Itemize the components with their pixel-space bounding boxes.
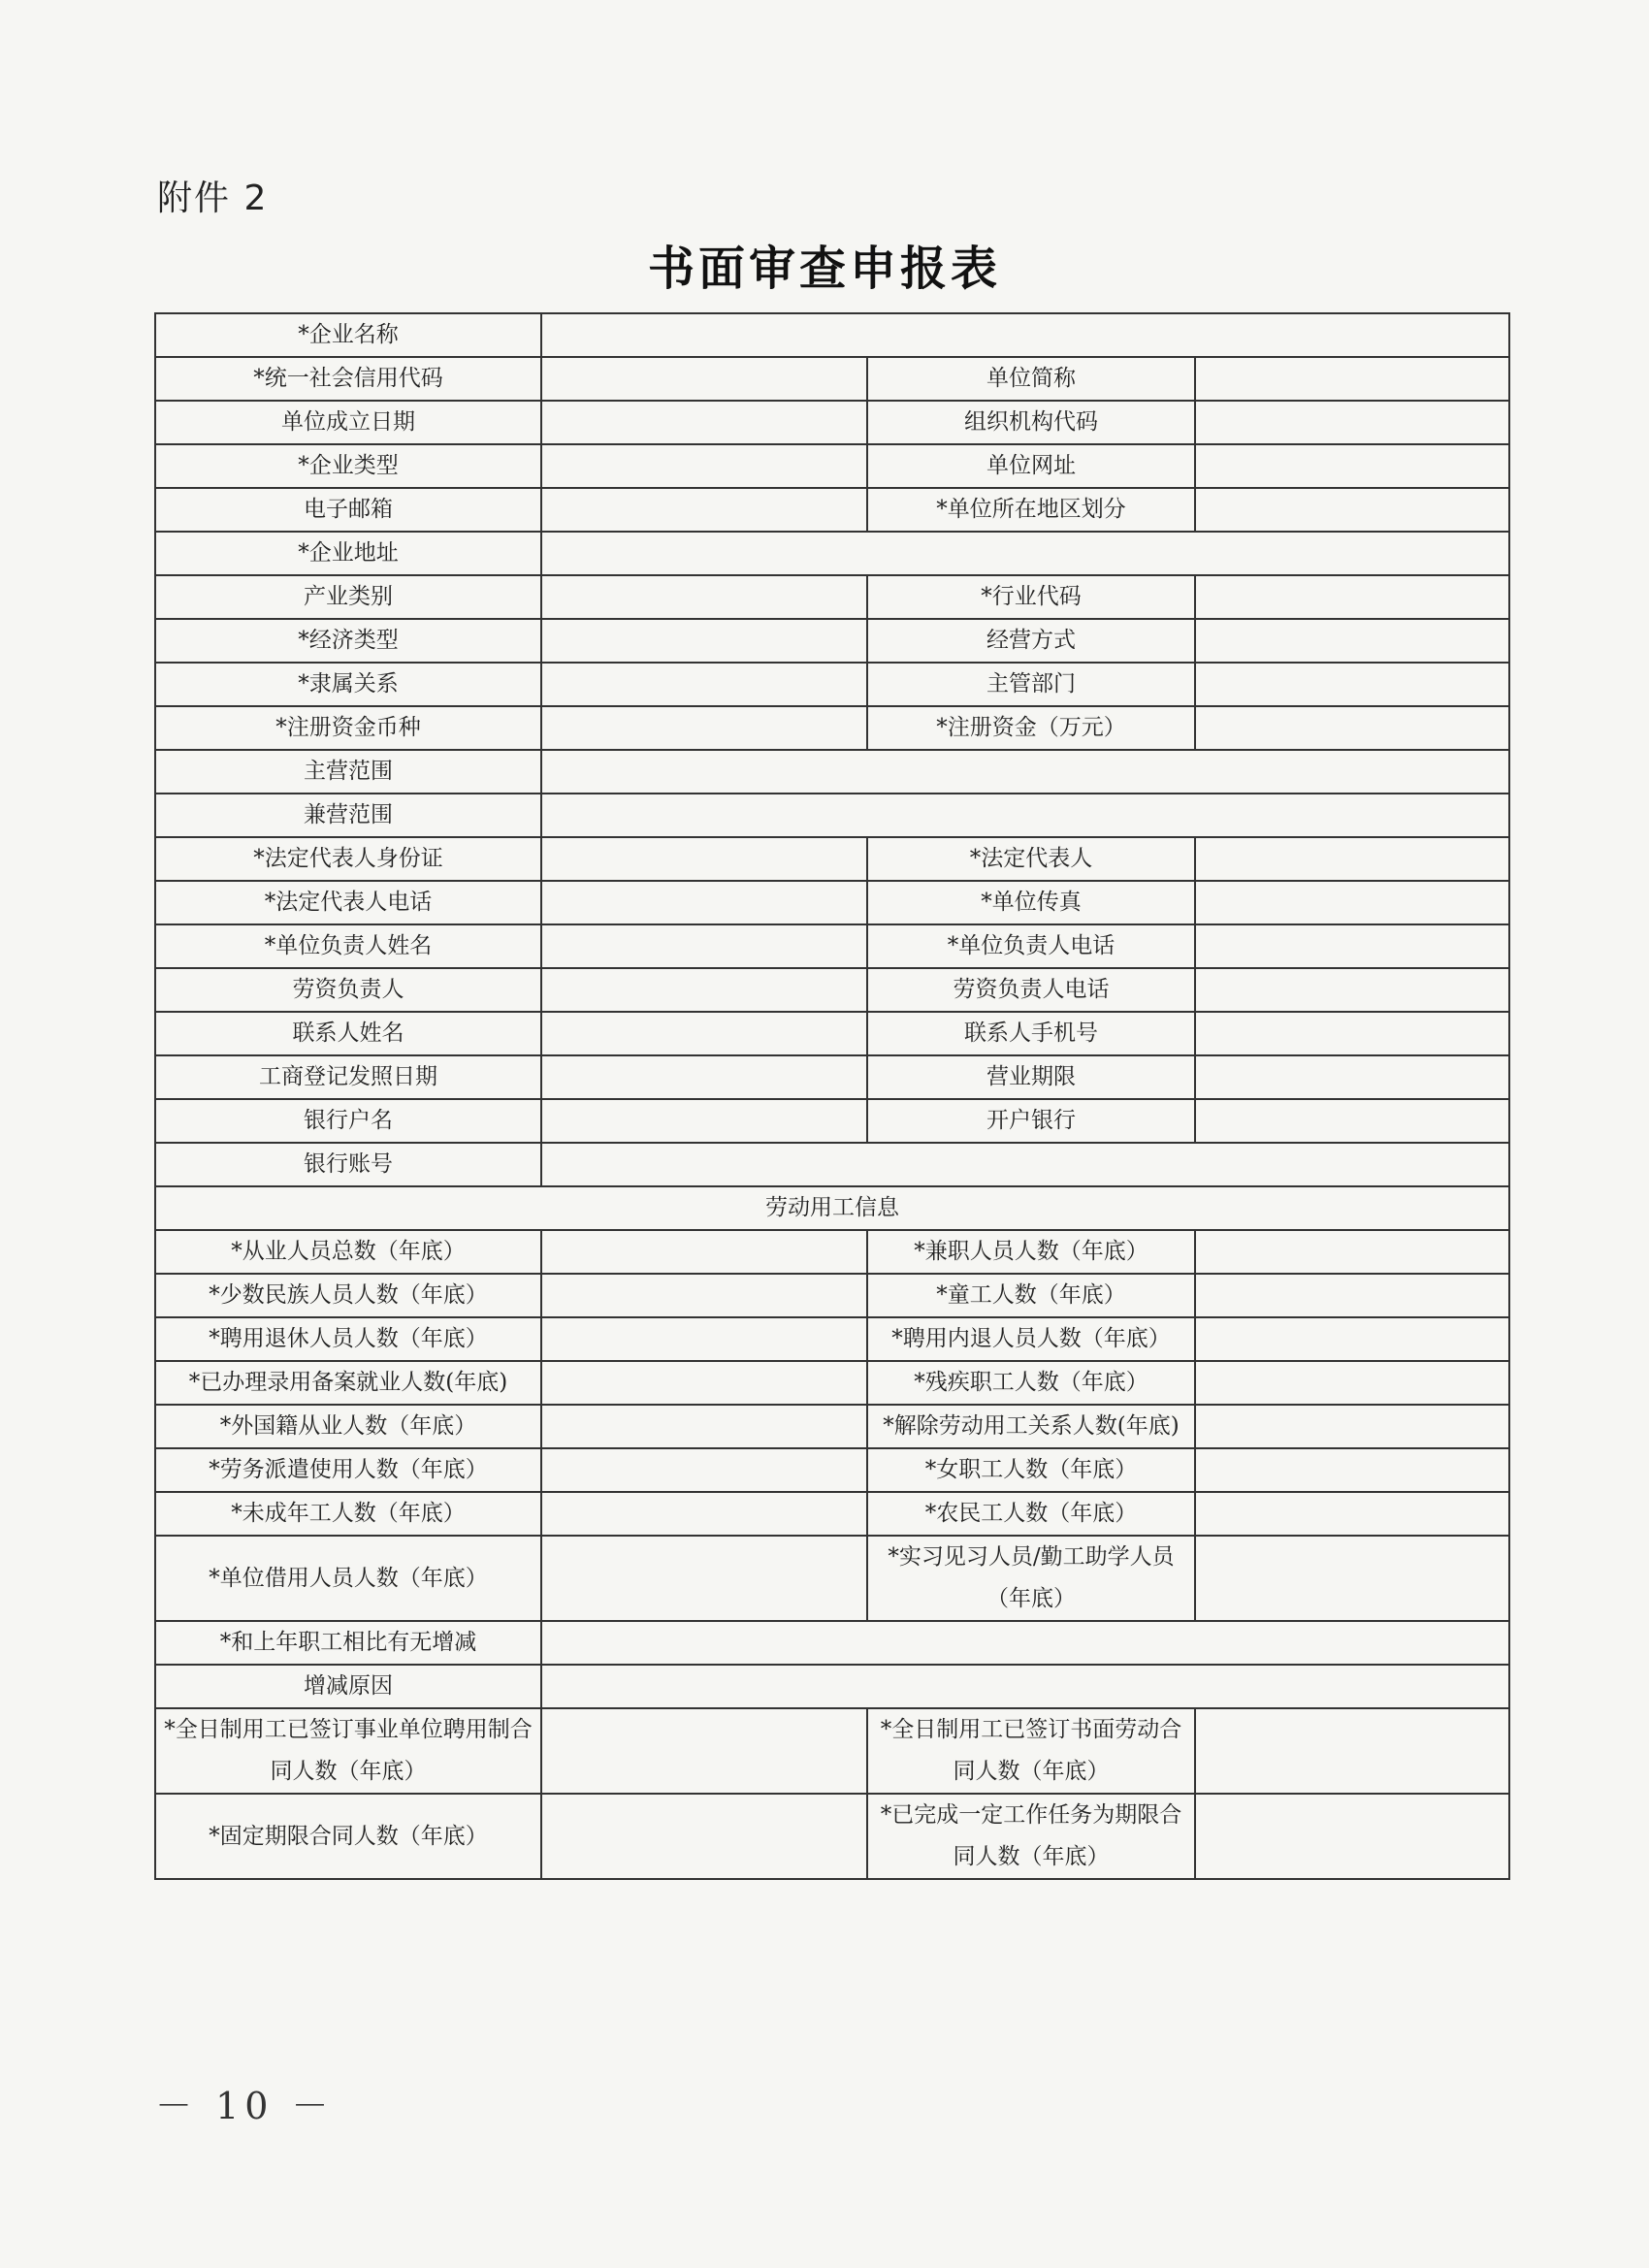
retirees-hired-field[interactable] — [541, 1317, 867, 1361]
org-code-field[interactable] — [1195, 401, 1509, 444]
task-based-field[interactable] — [1195, 1794, 1509, 1879]
labor-wage-head-field[interactable] — [541, 968, 867, 1012]
field-label: *外国籍从业人数（年底） — [155, 1405, 541, 1448]
field-label: 组织机构代码 — [867, 401, 1195, 444]
field-label: *企业类型 — [155, 444, 541, 488]
child-labor-field[interactable] — [1195, 1274, 1509, 1317]
field-label: *解除劳动用工关系人数(年底) — [867, 1405, 1195, 1448]
field-label: 营业期限 — [867, 1055, 1195, 1099]
field-label: *注册资金币种 — [155, 706, 541, 750]
form-row — [155, 1536, 1509, 1621]
form-row — [155, 706, 1509, 750]
section-heading: 劳动用工信息 — [155, 1186, 1509, 1230]
field-label: *和上年职工相比有无增减 — [155, 1621, 541, 1665]
field-label: 单位成立日期 — [155, 401, 541, 444]
form-title: 书面审查申报表 — [647, 242, 1001, 296]
field-label: *劳务派遣使用人数（年底） — [155, 1448, 541, 1492]
form-row — [155, 1665, 1509, 1708]
field-label: *经济类型 — [155, 619, 541, 663]
field-label: *童工人数（年底） — [867, 1274, 1195, 1317]
change-reason-field[interactable] — [541, 1665, 1509, 1708]
supervisor-dept-field[interactable] — [1195, 663, 1509, 706]
disabled-field[interactable] — [1195, 1361, 1509, 1405]
field-label: *农民工人数（年底） — [867, 1492, 1195, 1536]
labor-wage-head-phone-field[interactable] — [1195, 968, 1509, 1012]
field-label: *企业名称 — [155, 313, 541, 357]
form-row — [155, 1055, 1509, 1099]
license-date-field[interactable] — [541, 1055, 867, 1099]
field-label: 单位简称 — [867, 357, 1195, 401]
business-term-field[interactable] — [1195, 1055, 1509, 1099]
field-label: *注册资金（万元） — [867, 706, 1195, 750]
female-field[interactable] — [1195, 1448, 1509, 1492]
legal-rep-field[interactable] — [1195, 837, 1509, 881]
field-label: *女职工人数（年底） — [867, 1448, 1195, 1492]
company-type-field[interactable] — [541, 444, 867, 488]
form-row — [155, 663, 1509, 706]
field-label: *少数民族人员人数（年底） — [155, 1274, 541, 1317]
form-row — [155, 1230, 1509, 1274]
form-row — [155, 968, 1509, 1012]
field-label: *统一社会信用代码 — [155, 357, 541, 401]
email-field[interactable] — [541, 488, 867, 532]
credit-code-field[interactable] — [541, 357, 867, 401]
field-label: 银行账号 — [155, 1143, 541, 1186]
field-label: *固定期限合同人数（年底） — [155, 1794, 541, 1879]
dispatched-field[interactable] — [541, 1448, 867, 1492]
field-label: 产业类别 — [155, 575, 541, 619]
contact-mobile-field[interactable] — [1195, 1012, 1509, 1055]
form-row — [155, 1274, 1509, 1317]
form-row — [155, 1492, 1509, 1536]
form-row — [155, 1099, 1509, 1143]
filed-employment-field[interactable] — [541, 1361, 867, 1405]
bank-account-no-field[interactable] — [541, 1143, 1509, 1186]
form-row — [155, 619, 1509, 663]
industry-category-field[interactable] — [541, 575, 867, 619]
written-labor-contracts-field[interactable] — [1195, 1708, 1509, 1794]
page-number: － 10 － — [155, 2085, 335, 2127]
field-label: *企业地址 — [155, 532, 541, 575]
form-row — [155, 313, 1509, 357]
field-label: *单位负责人姓名 — [155, 924, 541, 968]
form-row — [155, 924, 1509, 968]
field-label: *未成年工人数（年底） — [155, 1492, 541, 1536]
field-label: 单位网址 — [867, 444, 1195, 488]
field-label: *单位负责人电话 — [867, 924, 1195, 968]
form-row — [155, 1143, 1509, 1186]
principal-phone-field[interactable] — [1195, 924, 1509, 968]
field-label: 联系人姓名 — [155, 1012, 541, 1055]
application-form-table — [154, 312, 1510, 1880]
change-vs-last-year-field[interactable] — [541, 1621, 1509, 1665]
field-label: *单位借用人员人数（年底） — [155, 1536, 541, 1621]
company-name-field[interactable] — [541, 313, 1509, 357]
field-label: 劳资负责人电话 — [867, 968, 1195, 1012]
bank-field[interactable] — [1195, 1099, 1509, 1143]
part-time-field[interactable] — [1195, 1230, 1509, 1274]
field-label: 联系人手机号 — [867, 1012, 1195, 1055]
field-label: *兼职人员人数（年底） — [867, 1230, 1195, 1274]
foreign-field[interactable] — [541, 1405, 867, 1448]
field-label: *隶属关系 — [155, 663, 541, 706]
principal-name-field[interactable] — [541, 924, 867, 968]
field-label: *单位所在地区划分 — [867, 488, 1195, 532]
field-label: *实习见习人员/勤工助学人员（年底） — [867, 1536, 1195, 1621]
field-label: *聘用内退人员人数（年底） — [867, 1317, 1195, 1361]
field-label: *从业人员总数（年底） — [155, 1230, 541, 1274]
terminated-field[interactable] — [1195, 1405, 1509, 1448]
form-row — [155, 1317, 1509, 1361]
migrant-field[interactable] — [1195, 1492, 1509, 1536]
field-label: *已完成一定工作任务为期限合同人数（年底） — [867, 1794, 1195, 1879]
form-row — [155, 444, 1509, 488]
affiliation-field[interactable] — [541, 663, 867, 706]
minors-field[interactable] — [541, 1492, 867, 1536]
field-label: 主管部门 — [867, 663, 1195, 706]
form-row — [155, 1361, 1509, 1405]
field-label: 银行户名 — [155, 1099, 541, 1143]
section-row — [155, 1186, 1509, 1230]
field-label: *全日制用工已签订书面劳动合同人数（年底） — [867, 1708, 1195, 1794]
field-label: 主营范围 — [155, 750, 541, 794]
economic-type-field[interactable] — [541, 619, 867, 663]
side-scope-field[interactable] — [541, 794, 1509, 837]
interns-field[interactable] — [1195, 1536, 1509, 1621]
field-label: 工商登记发照日期 — [155, 1055, 541, 1099]
fax-field[interactable] — [1195, 881, 1509, 924]
field-label: 电子邮箱 — [155, 488, 541, 532]
form-row — [155, 401, 1509, 444]
form-row — [155, 575, 1509, 619]
field-label: *法定代表人电话 — [155, 881, 541, 924]
short-name-field[interactable] — [1195, 357, 1509, 401]
main-scope-field[interactable] — [541, 750, 1509, 794]
borrowed-field[interactable] — [541, 1536, 867, 1621]
form-row — [155, 1621, 1509, 1665]
capital-currency-field[interactable] — [541, 706, 867, 750]
field-label: 兼营范围 — [155, 794, 541, 837]
field-label: *单位传真 — [867, 881, 1195, 924]
form-row — [155, 794, 1509, 837]
field-label: 劳资负责人 — [155, 968, 541, 1012]
public-inst-contracts-field[interactable] — [541, 1708, 867, 1794]
operation-mode-field[interactable] — [1195, 619, 1509, 663]
legal-rep-id-field[interactable] — [541, 837, 867, 881]
fixed-term-field[interactable] — [541, 1794, 867, 1879]
industry-code-field[interactable] — [1195, 575, 1509, 619]
founded-date-field[interactable] — [541, 401, 867, 444]
form-row — [155, 1012, 1509, 1055]
employees-total-field[interactable] — [541, 1230, 867, 1274]
form-row — [155, 750, 1509, 794]
website-field[interactable] — [1195, 444, 1509, 488]
region-field[interactable] — [1195, 488, 1509, 532]
bank-account-name-field[interactable] — [541, 1099, 867, 1143]
form-row — [155, 1448, 1509, 1492]
form-row — [155, 881, 1509, 924]
field-label: *行业代码 — [867, 575, 1195, 619]
ethnic-minority-field[interactable] — [541, 1274, 867, 1317]
field-label: *残疾职工人数（年底） — [867, 1361, 1195, 1405]
field-label: *法定代表人 — [867, 837, 1195, 881]
field-label: 增减原因 — [155, 1665, 541, 1708]
field-label: 开户银行 — [867, 1099, 1195, 1143]
legal-rep-phone-field[interactable] — [541, 881, 867, 924]
form-row — [155, 1708, 1509, 1794]
field-label: *全日制用工已签订事业单位聘用制合同人数（年底） — [155, 1708, 541, 1794]
form-row — [155, 488, 1509, 532]
registered-capital-field[interactable] — [1195, 706, 1509, 750]
attachment-label: 附件 2 — [157, 178, 269, 218]
form-row — [155, 532, 1509, 575]
form-row — [155, 837, 1509, 881]
field-label: *法定代表人身份证 — [155, 837, 541, 881]
address-field[interactable] — [541, 532, 1509, 575]
internal-retirees-hired-field[interactable] — [1195, 1317, 1509, 1361]
field-label: *聘用退休人员人数（年底） — [155, 1317, 541, 1361]
form-row — [155, 1405, 1509, 1448]
form-row — [155, 1794, 1509, 1879]
contact-name-field[interactable] — [541, 1012, 867, 1055]
field-label: 经营方式 — [867, 619, 1195, 663]
field-label: *已办理录用备案就业人数(年底) — [155, 1361, 541, 1405]
form-row — [155, 357, 1509, 401]
